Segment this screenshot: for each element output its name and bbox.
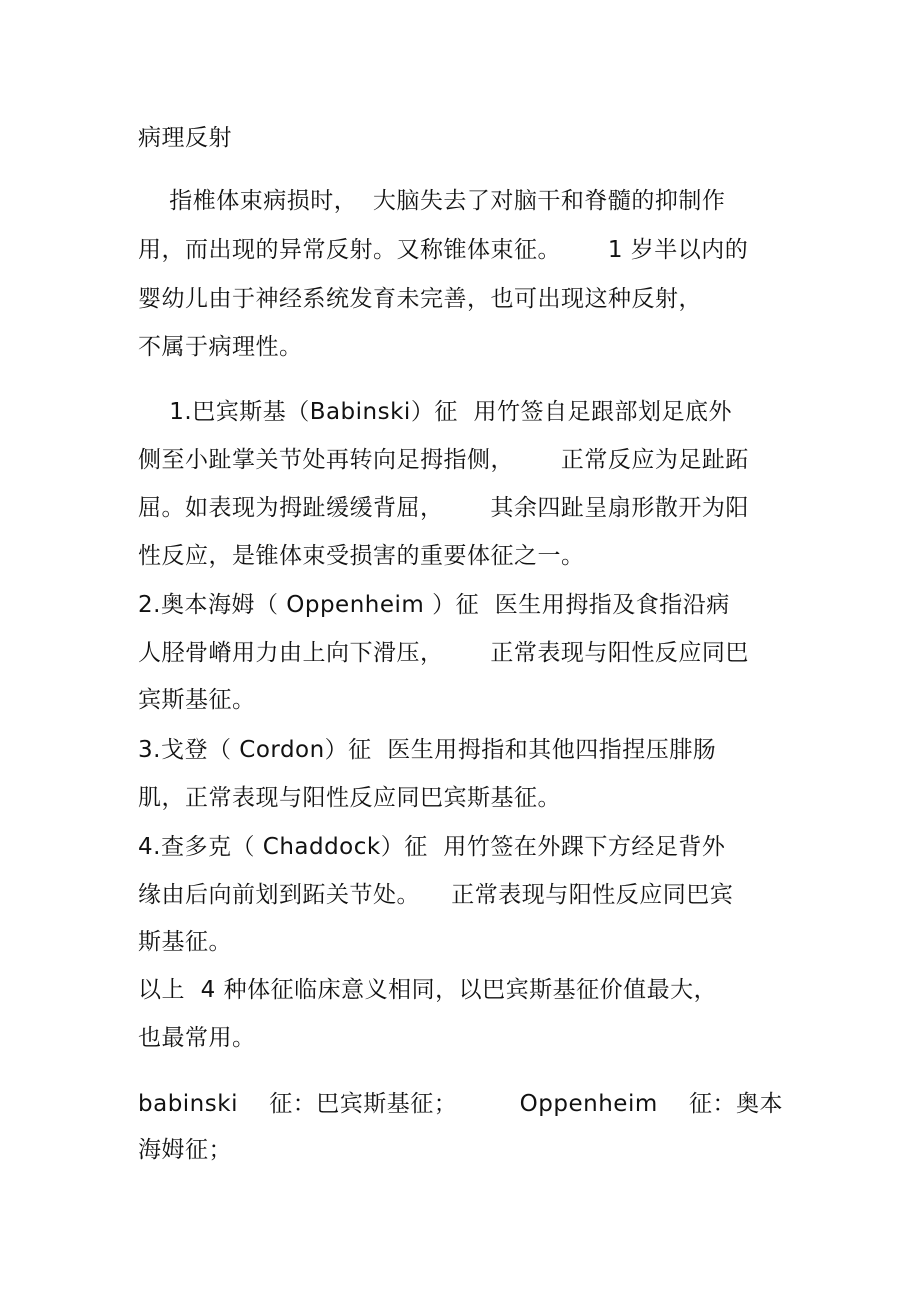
babinski-line-4: 性反应，是锥体束受损害的重要体征之一。 bbox=[138, 543, 585, 569]
chaddock-line-1: 4.查多克（ Chaddock）征 用竹签在外踝下方经足背外 bbox=[138, 834, 726, 860]
summary-line-1: 以上 4 种体征临床意义相同，以巴宾斯基征价值最大， bbox=[138, 977, 718, 1003]
page-title: 病理反射 bbox=[138, 125, 232, 151]
intro-line-4: 不属于病理性。 bbox=[138, 334, 303, 360]
chaddock-line-3: 斯基征。 bbox=[138, 929, 232, 955]
cordon-line-1: 3.戈登（ Cordon）征 医生用拇指和其他四指捏压腓肠 bbox=[138, 737, 717, 763]
cordon-line-2: 肌，正常表现与阳性反应同巴宾斯基征。 bbox=[138, 785, 561, 811]
oppenheim-line-3: 宾斯基征。 bbox=[138, 687, 256, 713]
chaddock-line-2: 缘由后向前划到跖关节处。 正常表现与阳性反应同巴宾 bbox=[138, 882, 734, 908]
intro-line-2: 用，而出现的异常反射。又称锥体束征。 1 岁半以内的 bbox=[138, 237, 749, 263]
oppenheim-line-2: 人胫骨嵴用力由上向下滑压， 正常表现与阳性反应同巴 bbox=[138, 640, 749, 666]
glossary-line-2: 海姆征； bbox=[138, 1137, 232, 1163]
glossary-line-1: babinski 征：巴宾斯基征； Oppenheim 征：奥本 bbox=[138, 1091, 783, 1117]
oppenheim-line-1: 2.奥本海姆（ Oppenheim ）征 医生用拇指及食指沿病 bbox=[138, 592, 730, 618]
babinski-line-1: 1.巴宾斯基（Babinski）征 用竹签自足跟部划足底外 bbox=[138, 399, 732, 425]
babinski-line-2: 侧至小趾掌关节处再转向足拇指侧， 正常反应为足趾跖 bbox=[138, 447, 749, 473]
summary-line-2: 也最常用。 bbox=[138, 1025, 256, 1051]
intro-line-3: 婴幼儿由于神经系统发育未完善，也可出现这种反射， bbox=[138, 286, 702, 312]
intro-line-1: 指椎体束病损时， 大脑失去了对脑干和脊髓的抑制作 bbox=[138, 188, 726, 214]
babinski-line-3: 屈。如表现为拇趾缓缓背屈， 其余四趾呈扇形散开为阳 bbox=[138, 495, 749, 521]
